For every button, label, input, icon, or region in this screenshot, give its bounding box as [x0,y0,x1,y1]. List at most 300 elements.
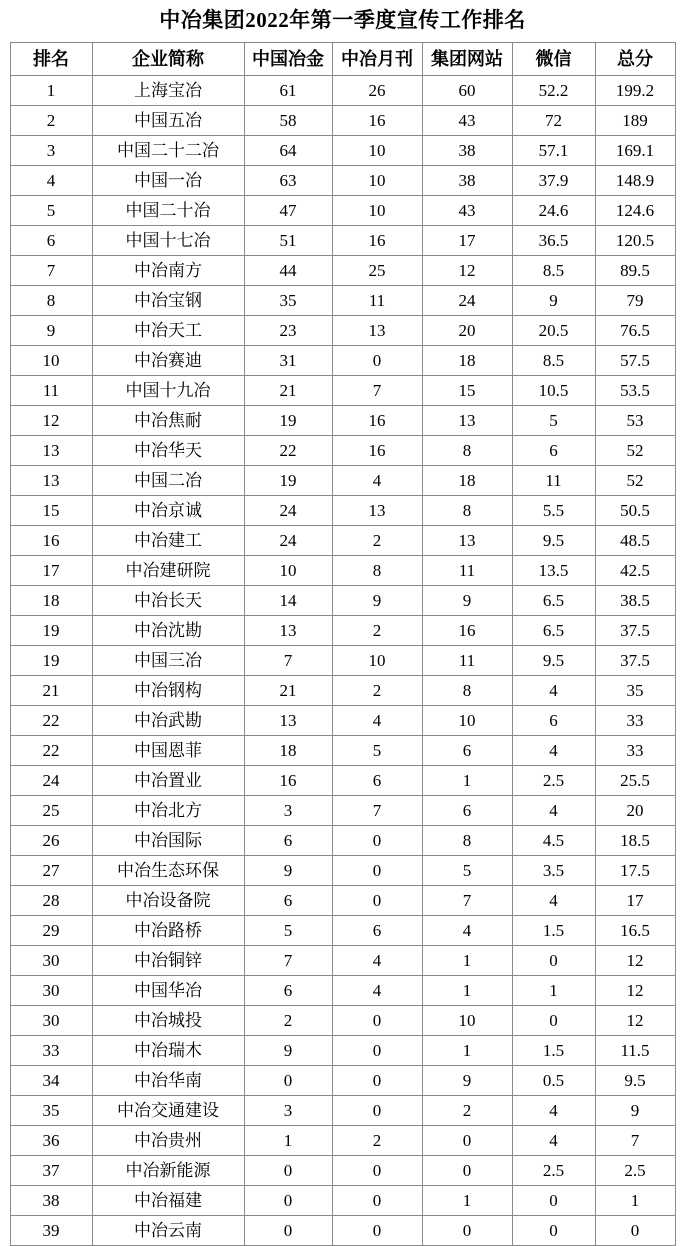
wechat-cell: 8.5 [512,256,595,286]
china-metallurgy-cell: 35 [244,286,332,316]
group-website-cell: 18 [422,466,512,496]
china-metallurgy-cell: 23 [244,316,332,346]
china-metallurgy-cell: 22 [244,436,332,466]
wechat-cell: 4 [512,1126,595,1156]
name-cell: 中冶福建 [92,1186,244,1216]
total-cell: 89.5 [595,256,675,286]
total-cell: 189 [595,106,675,136]
wechat-cell: 6.5 [512,616,595,646]
mcc-monthly-cell: 0 [332,826,422,856]
rank-cell: 30 [10,1006,92,1036]
china-metallurgy-cell: 24 [244,526,332,556]
rank-cell: 5 [10,196,92,226]
table-row [10,76,675,106]
mcc-monthly-cell: 16 [332,106,422,136]
name-cell: 中冶焦耐 [92,406,244,436]
table-row [10,406,675,436]
mcc-monthly-cell: 4 [332,706,422,736]
china-metallurgy-cell: 63 [244,166,332,196]
group-website-cell: 1 [422,1036,512,1066]
group-website-cell: 8 [422,826,512,856]
rank-cell: 30 [10,946,92,976]
group-website-cell: 11 [422,556,512,586]
wechat-cell: 5 [512,406,595,436]
group-website-cell: 1 [422,1186,512,1216]
china-metallurgy-cell: 31 [244,346,332,376]
mcc-monthly-cell: 4 [332,466,422,496]
column-header-rank: 排名 [10,43,92,76]
name-cell: 中国五冶 [92,106,244,136]
name-cell: 中国一冶 [92,166,244,196]
total-cell: 169.1 [595,136,675,166]
group-website-cell: 1 [422,976,512,1006]
name-cell: 中冶路桥 [92,916,244,946]
group-website-cell: 16 [422,616,512,646]
mcc-monthly-cell: 7 [332,796,422,826]
group-website-cell: 13 [422,406,512,436]
group-website-cell: 0 [422,1156,512,1186]
wechat-cell: 72 [512,106,595,136]
wechat-cell: 24.6 [512,196,595,226]
name-cell: 中冶北方 [92,796,244,826]
group-website-cell: 7 [422,886,512,916]
name-cell: 中冶瑞木 [92,1036,244,1066]
total-cell: 48.5 [595,526,675,556]
total-cell: 7 [595,1126,675,1156]
wechat-cell: 0 [512,1006,595,1036]
table-row [10,526,675,556]
group-website-cell: 1 [422,946,512,976]
rank-cell: 15 [10,496,92,526]
table-row [10,316,675,346]
name-cell: 中冶置业 [92,766,244,796]
group-website-cell: 10 [422,706,512,736]
china-metallurgy-cell: 58 [244,106,332,136]
china-metallurgy-cell: 13 [244,706,332,736]
rank-cell: 22 [10,736,92,766]
total-cell: 9 [595,1096,675,1126]
table-row [10,556,675,586]
table-row [10,586,675,616]
table-row [10,496,675,526]
group-website-cell: 12 [422,256,512,286]
china-metallurgy-cell: 3 [244,1096,332,1126]
table-row [10,256,675,286]
mcc-monthly-cell: 10 [332,646,422,676]
name-cell: 中国二冶 [92,466,244,496]
wechat-cell: 4.5 [512,826,595,856]
table-row [10,976,675,1006]
china-metallurgy-cell: 6 [244,826,332,856]
name-cell: 中冶南方 [92,256,244,286]
mcc-monthly-cell: 0 [332,1186,422,1216]
total-cell: 12 [595,976,675,1006]
rank-cell: 21 [10,676,92,706]
group-website-cell: 6 [422,736,512,766]
name-cell: 中冶赛迪 [92,346,244,376]
total-cell: 18.5 [595,826,675,856]
wechat-cell: 37.9 [512,166,595,196]
mcc-monthly-cell: 9 [332,586,422,616]
table-row [10,106,675,136]
column-header-wechat: 微信 [512,43,595,76]
rank-cell: 26 [10,826,92,856]
rank-cell: 8 [10,286,92,316]
table-row [10,736,675,766]
wechat-cell: 4 [512,796,595,826]
total-cell: 79 [595,286,675,316]
rank-cell: 35 [10,1096,92,1126]
table-row [10,856,675,886]
group-website-cell: 38 [422,166,512,196]
group-website-cell: 60 [422,76,512,106]
wechat-cell: 0 [512,946,595,976]
name-cell: 中国二十冶 [92,196,244,226]
wechat-cell: 11 [512,466,595,496]
mcc-monthly-cell: 0 [332,1216,422,1246]
group-website-cell: 9 [422,586,512,616]
wechat-cell: 9 [512,286,595,316]
name-cell: 中冶生态环保 [92,856,244,886]
name-cell: 中冶建工 [92,526,244,556]
total-cell: 37.5 [595,616,675,646]
china-metallurgy-cell: 9 [244,856,332,886]
table-row [10,196,675,226]
china-metallurgy-cell: 6 [244,886,332,916]
table-row [10,916,675,946]
name-cell: 中国华冶 [92,976,244,1006]
total-cell: 120.5 [595,226,675,256]
china-metallurgy-cell: 0 [244,1186,332,1216]
rank-cell: 24 [10,766,92,796]
china-metallurgy-cell: 16 [244,766,332,796]
table-row [10,376,675,406]
table-row [10,1036,675,1066]
mcc-monthly-cell: 6 [332,916,422,946]
mcc-monthly-cell: 16 [332,226,422,256]
total-cell: 52 [595,436,675,466]
group-website-cell: 4 [422,916,512,946]
china-metallurgy-cell: 61 [244,76,332,106]
name-cell: 中冶贵州 [92,1126,244,1156]
name-cell: 中冶天工 [92,316,244,346]
name-cell: 中国二十二冶 [92,136,244,166]
name-cell: 中冶京诚 [92,496,244,526]
table-row [10,466,675,496]
wechat-cell: 2.5 [512,766,595,796]
rank-cell: 6 [10,226,92,256]
rank-cell: 9 [10,316,92,346]
table-header-row [10,43,675,76]
mcc-monthly-cell: 0 [332,886,422,916]
wechat-cell: 8.5 [512,346,595,376]
rank-cell: 13 [10,436,92,466]
group-website-cell: 0 [422,1126,512,1156]
group-website-cell: 8 [422,496,512,526]
table-row [10,1096,675,1126]
table-row [10,946,675,976]
table-row [10,1126,675,1156]
china-metallurgy-cell: 5 [244,916,332,946]
wechat-cell: 4 [512,736,595,766]
group-website-cell: 0 [422,1216,512,1246]
name-cell: 中冶华天 [92,436,244,466]
table-row [10,1156,675,1186]
total-cell: 0 [595,1216,675,1246]
wechat-cell: 9.5 [512,646,595,676]
mcc-monthly-cell: 2 [332,1126,422,1156]
china-metallurgy-cell: 0 [244,1216,332,1246]
wechat-cell: 5.5 [512,496,595,526]
rank-cell: 25 [10,796,92,826]
mcc-monthly-cell: 11 [332,286,422,316]
table-row [10,286,675,316]
table-row [10,1006,675,1036]
wechat-cell: 36.5 [512,226,595,256]
table-row [10,166,675,196]
wechat-cell: 10.5 [512,376,595,406]
wechat-cell: 4 [512,1096,595,1126]
wechat-cell: 52.2 [512,76,595,106]
group-website-cell: 43 [422,106,512,136]
group-website-cell: 5 [422,856,512,886]
table-row [10,346,675,376]
group-website-cell: 6 [422,796,512,826]
total-cell: 12 [595,1006,675,1036]
rank-cell: 19 [10,646,92,676]
china-metallurgy-cell: 7 [244,946,332,976]
wechat-cell: 20.5 [512,316,595,346]
ranking-table [10,42,676,1246]
mcc-monthly-cell: 16 [332,406,422,436]
rank-cell: 38 [10,1186,92,1216]
table-row [10,1186,675,1216]
name-cell: 中冶宝钢 [92,286,244,316]
wechat-cell: 4 [512,676,595,706]
name-cell: 中冶建研院 [92,556,244,586]
china-metallurgy-cell: 24 [244,496,332,526]
group-website-cell: 20 [422,316,512,346]
total-cell: 148.9 [595,166,675,196]
table-row [10,796,675,826]
mcc-monthly-cell: 16 [332,436,422,466]
rank-cell: 37 [10,1156,92,1186]
china-metallurgy-cell: 19 [244,406,332,436]
china-metallurgy-cell: 13 [244,616,332,646]
group-website-cell: 15 [422,376,512,406]
china-metallurgy-cell: 2 [244,1006,332,1036]
column-header-mcc-monthly: 中冶月刊 [332,43,422,76]
mcc-monthly-cell: 0 [332,1066,422,1096]
mcc-monthly-cell: 10 [332,196,422,226]
mcc-monthly-cell: 26 [332,76,422,106]
total-cell: 124.6 [595,196,675,226]
china-metallurgy-cell: 21 [244,376,332,406]
table-row [10,1066,675,1096]
mcc-monthly-cell: 2 [332,526,422,556]
wechat-cell: 3.5 [512,856,595,886]
mcc-monthly-cell: 0 [332,346,422,376]
name-cell: 中冶新能源 [92,1156,244,1186]
group-website-cell: 17 [422,226,512,256]
wechat-cell: 0 [512,1216,595,1246]
group-website-cell: 10 [422,1006,512,1036]
wechat-cell: 1.5 [512,1036,595,1066]
wechat-cell: 6 [512,436,595,466]
mcc-monthly-cell: 4 [332,946,422,976]
group-website-cell: 18 [422,346,512,376]
group-website-cell: 24 [422,286,512,316]
china-metallurgy-cell: 0 [244,1156,332,1186]
name-cell: 中冶城投 [92,1006,244,1036]
total-cell: 33 [595,736,675,766]
china-metallurgy-cell: 0 [244,1066,332,1096]
rank-cell: 2 [10,106,92,136]
table-row [10,766,675,796]
wechat-cell: 1.5 [512,916,595,946]
mcc-monthly-cell: 0 [332,1096,422,1126]
mcc-monthly-cell: 2 [332,676,422,706]
china-metallurgy-cell: 9 [244,1036,332,1066]
total-cell: 12 [595,946,675,976]
group-website-cell: 8 [422,676,512,706]
rank-cell: 17 [10,556,92,586]
mcc-monthly-cell: 10 [332,136,422,166]
total-cell: 33 [595,706,675,736]
table-row [10,1216,675,1246]
name-cell: 中冶铜锌 [92,946,244,976]
rank-cell: 16 [10,526,92,556]
wechat-cell: 6.5 [512,586,595,616]
china-metallurgy-cell: 47 [244,196,332,226]
table-row [10,226,675,256]
name-cell: 中冶钢构 [92,676,244,706]
name-cell: 中冶沈勘 [92,616,244,646]
wechat-cell: 1 [512,976,595,1006]
total-cell: 50.5 [595,496,675,526]
mcc-monthly-cell: 0 [332,856,422,886]
column-header-total: 总分 [595,43,675,76]
table-header [10,43,675,76]
total-cell: 16.5 [595,916,675,946]
rank-cell: 36 [10,1126,92,1156]
rank-cell: 12 [10,406,92,436]
mcc-monthly-cell: 2 [332,616,422,646]
rank-cell: 10 [10,346,92,376]
mcc-monthly-cell: 4 [332,976,422,1006]
total-cell: 11.5 [595,1036,675,1066]
mcc-monthly-cell: 8 [332,556,422,586]
rank-cell: 19 [10,616,92,646]
rank-cell: 11 [10,376,92,406]
column-header-company: 企业简称 [92,43,244,76]
rank-cell: 22 [10,706,92,736]
mcc-monthly-cell: 5 [332,736,422,766]
mcc-monthly-cell: 13 [332,316,422,346]
column-header-group-website: 集团网站 [422,43,512,76]
name-cell: 中国十九冶 [92,376,244,406]
table-row [10,136,675,166]
table-row [10,646,675,676]
name-cell: 中冶长天 [92,586,244,616]
mcc-monthly-cell: 0 [332,1036,422,1066]
mcc-monthly-cell: 10 [332,166,422,196]
total-cell: 37.5 [595,646,675,676]
name-cell: 中国恩菲 [92,736,244,766]
china-metallurgy-cell: 3 [244,796,332,826]
china-metallurgy-cell: 21 [244,676,332,706]
table-row [10,826,675,856]
mcc-monthly-cell: 13 [332,496,422,526]
group-website-cell: 8 [422,436,512,466]
name-cell: 中冶国际 [92,826,244,856]
rank-cell: 30 [10,976,92,1006]
wechat-cell: 0.5 [512,1066,595,1096]
total-cell: 20 [595,796,675,826]
total-cell: 2.5 [595,1156,675,1186]
china-metallurgy-cell: 14 [244,586,332,616]
mcc-monthly-cell: 6 [332,766,422,796]
total-cell: 76.5 [595,316,675,346]
rank-cell: 29 [10,916,92,946]
mcc-monthly-cell: 0 [332,1006,422,1036]
column-header-china-metallurgy: 中国冶金 [244,43,332,76]
name-cell: 中冶交通建设 [92,1096,244,1126]
rank-cell: 1 [10,76,92,106]
group-website-cell: 1 [422,766,512,796]
rank-cell: 34 [10,1066,92,1096]
group-website-cell: 38 [422,136,512,166]
china-metallurgy-cell: 1 [244,1126,332,1156]
table-row [10,676,675,706]
group-website-cell: 11 [422,646,512,676]
china-metallurgy-cell: 7 [244,646,332,676]
china-metallurgy-cell: 19 [244,466,332,496]
wechat-cell: 9.5 [512,526,595,556]
table-row [10,436,675,466]
name-cell: 中国十七冶 [92,226,244,256]
total-cell: 57.5 [595,346,675,376]
rank-cell: 18 [10,586,92,616]
wechat-cell: 6 [512,706,595,736]
mcc-monthly-cell: 0 [332,1156,422,1186]
rank-cell: 4 [10,166,92,196]
group-website-cell: 13 [422,526,512,556]
total-cell: 25.5 [595,766,675,796]
rank-cell: 27 [10,856,92,886]
china-metallurgy-cell: 10 [244,556,332,586]
rank-cell: 28 [10,886,92,916]
group-website-cell: 43 [422,196,512,226]
china-metallurgy-cell: 64 [244,136,332,166]
wechat-cell: 2.5 [512,1156,595,1186]
mcc-monthly-cell: 25 [332,256,422,286]
total-cell: 9.5 [595,1066,675,1096]
rank-cell: 3 [10,136,92,166]
total-cell: 1 [595,1186,675,1216]
rank-cell: 39 [10,1216,92,1246]
china-metallurgy-cell: 51 [244,226,332,256]
total-cell: 53.5 [595,376,675,406]
wechat-cell: 57.1 [512,136,595,166]
china-metallurgy-cell: 18 [244,736,332,766]
name-cell: 中冶云南 [92,1216,244,1246]
total-cell: 17.5 [595,856,675,886]
total-cell: 17 [595,886,675,916]
name-cell: 中冶华南 [92,1066,244,1096]
table-row [10,706,675,736]
page-title: 中冶集团2022年第一季度宣传工作排名 [159,8,526,32]
